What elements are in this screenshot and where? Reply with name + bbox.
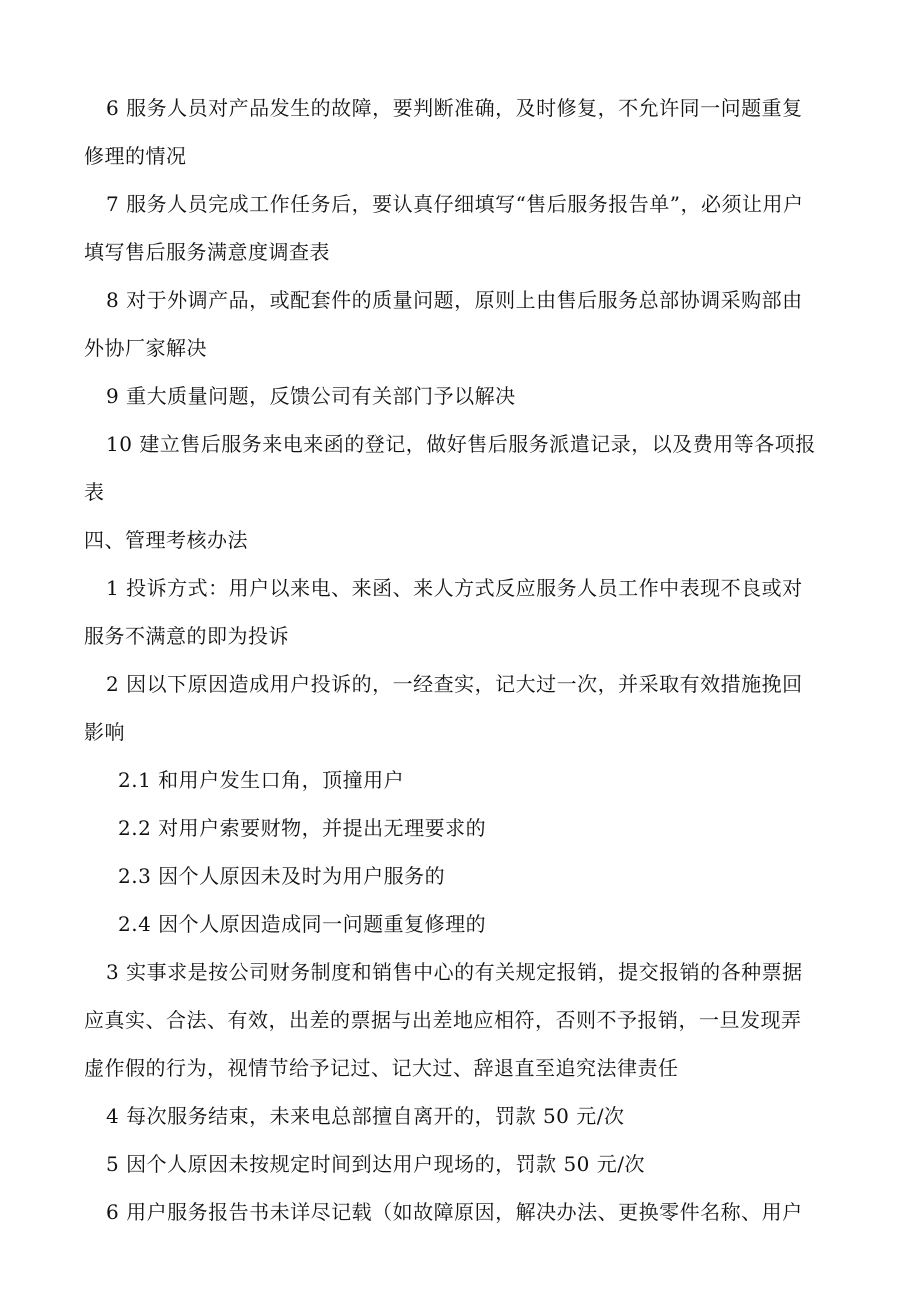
rule-4-line-1: 4 每次服务结束，未来电总部擅自离开的，罚款 50 元/次 [106,1104,625,1128]
item-7-line-2: 填写售后服务满意度调查表 [84,240,330,264]
item-6-line-2: 修理的情况 [84,144,187,168]
section-heading: 四、管理考核办法 [84,528,248,552]
rule-3-line-1: 3 实事求是按公司财务制度和销售中心的有关规定报销，提交报销的各种票据 [106,960,803,984]
rule-2-1: 2.1 和用户发生口角，顶撞用户 [118,768,405,792]
rule-5-line-1: 5 因个人原因未按规定时间到达用户现场的，罚款 50 元/次 [106,1152,645,1176]
item-8-line-1: 8 对于外调产品，或配套件的质量问题，原则上由售后服务总部协调采购部由 [106,288,803,312]
rule-2-3: 2.3 因个人原因未及时为用户服务的 [118,864,446,888]
item-9-line-1: 9 重大质量问题，反馈公司有关部门予以解决 [106,384,516,408]
item-8-line-2: 外协厂家解决 [84,336,207,360]
rule-3-line-3: 虚作假的行为，视情节给予记过、记大过、辞退直至追究法律责任 [84,1056,679,1080]
rule-2-2: 2.2 对用户索要财物，并提出无理要求的 [118,816,487,840]
item-10-line-2: 表 [84,480,105,504]
rule-2-line-2: 影响 [84,720,125,744]
rule-6-line-1: 6 用户服务报告书未详尽记载（如故障原因，解决办法、更换零件名称、用户 [106,1200,803,1224]
rule-1-line-2: 服务不满意的即为投诉 [84,624,289,648]
item-6-line-1: 6 服务人员对产品发生的故障，要判断准确，及时修复，不允许同一问题重复 [106,96,803,120]
rule-2-4: 2.4 因个人原因造成同一问题重复修理的 [118,912,487,936]
item-10-line-1: 10 建立售后服务来电来函的登记，做好售后服务派遣记录，以及费用等各项报 [106,432,816,456]
rule-3-line-2: 应真实、合法、有效，出差的票据与出差地应相符，否则不予报销，一旦发现弄 [84,1008,802,1032]
item-7-line-1: 7 服务人员完成工作任务后，要认真仔细填写“售后服务报告单”，必须让用户 [106,192,804,216]
rule-1-line-1: 1 投诉方式：用户以来电、来函、来人方式反应服务人员工作中表现不良或对 [106,576,803,600]
rule-2-line-1: 2 因以下原因造成用户投诉的，一经查实，记大过一次，并采取有效措施挽回 [106,672,803,696]
